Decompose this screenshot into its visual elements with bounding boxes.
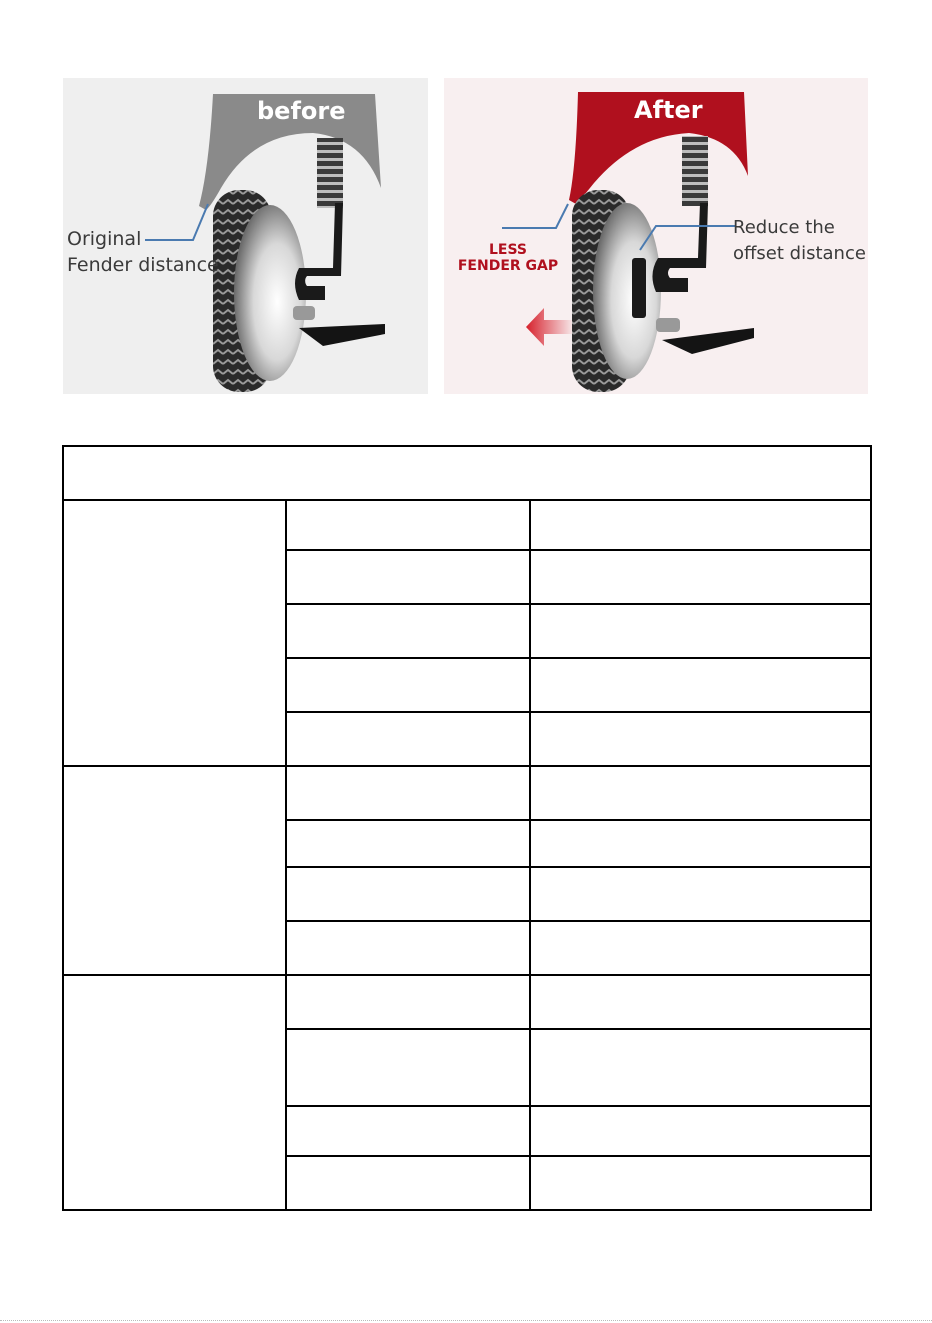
group-label-cell [63,500,286,766]
table-cell [530,500,871,550]
table-cell [530,1029,871,1106]
callout-text-line2: Fender distance [67,254,219,276]
tire-wheel [593,203,661,379]
table-row [63,766,871,820]
table-cell [286,658,530,712]
table-cell [286,766,530,820]
table-cell [530,712,871,766]
after-diagram [444,78,868,394]
panel-label: before [257,97,346,125]
page-bottom-edge [0,1320,932,1321]
table-header-cell [63,446,871,500]
spec-table [62,445,872,1211]
gap-text-line2: FENDER GAP [457,258,559,274]
panel-label: After [634,96,703,124]
table-cell [530,766,871,820]
table-cell [530,867,871,921]
table-cell [286,820,530,867]
table-cell [286,867,530,921]
ball-joint [293,306,315,320]
ball-joint [656,318,680,332]
offset-text-line2: offset distance [733,243,866,264]
table-cell [530,820,871,867]
before-diagram [63,78,428,394]
table-cell [530,658,871,712]
table-cell [286,500,530,550]
table-cell [286,712,530,766]
table-cell [530,921,871,975]
table-cell [286,550,530,604]
before-figure [63,78,428,394]
table-cell [530,604,871,658]
group-label-cell [63,766,286,975]
table-row [63,975,871,1029]
callout-text-line1: Original [67,228,142,250]
table-header-row [63,446,871,500]
table-cell [530,1156,871,1210]
after-figure [444,78,868,394]
group-label-cell [63,975,286,1210]
table-cell [286,1029,530,1106]
wheel-spacer [632,258,646,318]
table-cell [286,1106,530,1156]
table-cell [530,550,871,604]
tire-wheel [234,205,306,381]
coil-spring [317,138,343,208]
table-cell [530,1106,871,1156]
gap-text-line1: LESS [488,242,528,258]
table-cell [286,975,530,1029]
table-cell [286,921,530,975]
coil-spring [682,136,708,206]
table-row [63,500,871,550]
table-cell [286,604,530,658]
table-cell [530,975,871,1029]
table-cell [286,1156,530,1210]
offset-text-line1: Reduce the [733,217,835,238]
